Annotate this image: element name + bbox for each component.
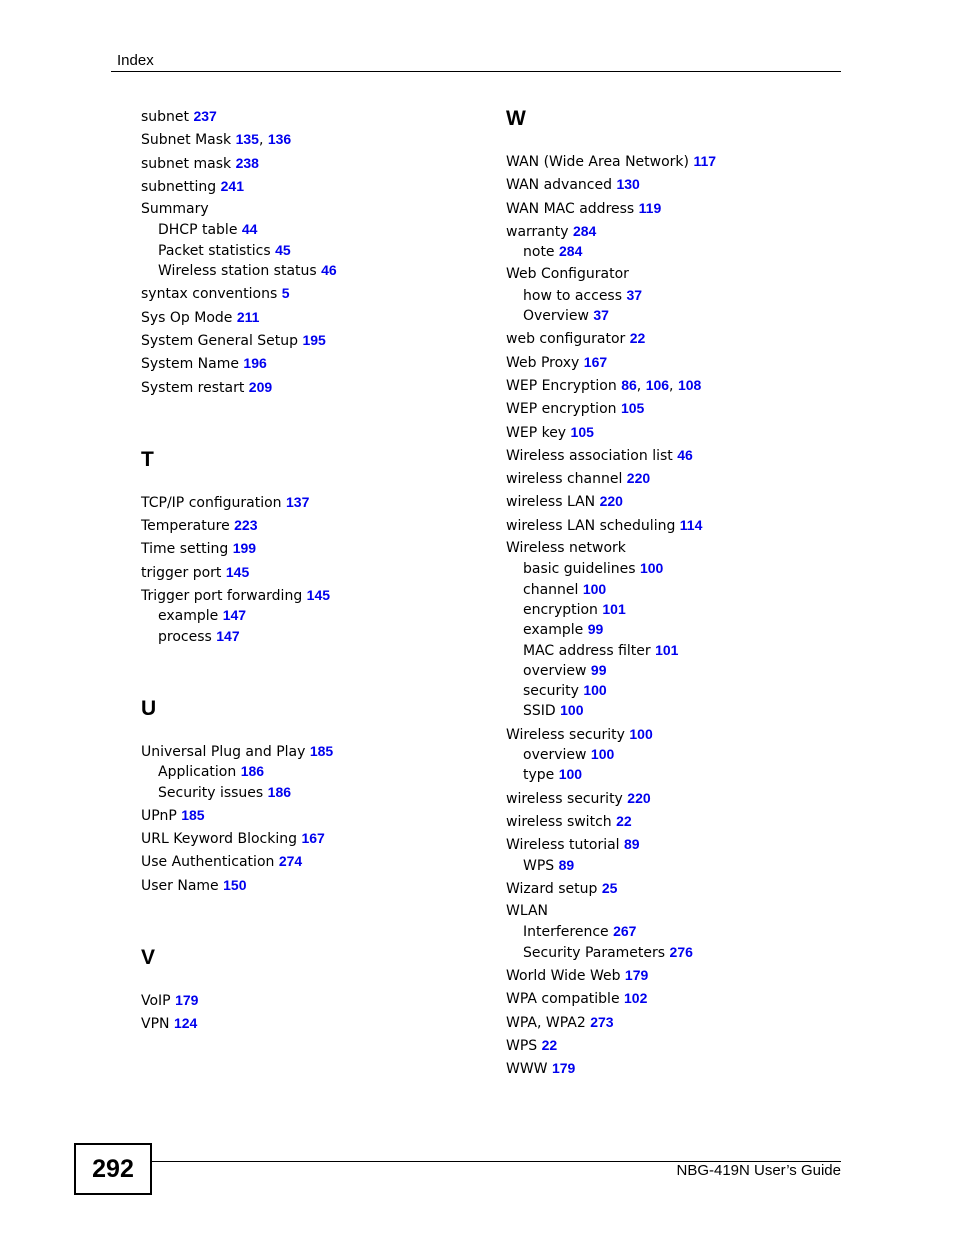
index-entry <box>506 724 846 785</box>
index-term-line <box>141 307 481 327</box>
page-link[interactable]: 46 <box>321 262 337 279</box>
index-column-right <box>506 106 846 1081</box>
index-term: Wireless association list <box>506 447 673 464</box>
index-subentry <box>141 626 481 646</box>
page-link[interactable]: 114 <box>679 516 703 533</box>
index-entry <box>141 538 481 558</box>
index-entry <box>141 1013 481 1033</box>
index-term: wireless LAN <box>506 494 596 511</box>
index-subentry <box>506 942 846 962</box>
index-term: WPA compatible <box>506 991 620 1008</box>
page-link[interactable]: 179 <box>551 1060 576 1077</box>
page-link[interactable]: 135 <box>235 131 259 148</box>
page-link[interactable]: 186 <box>267 783 292 800</box>
page-link[interactable]: 199 <box>232 540 257 557</box>
index-term: WLAN <box>506 903 549 920</box>
page-link[interactable]: 100 <box>582 580 607 597</box>
index-subentry <box>506 285 846 305</box>
index-term-line <box>141 330 481 350</box>
page-link[interactable]: 25 <box>601 879 618 896</box>
index-term-line <box>506 724 846 744</box>
index-entry <box>141 330 481 350</box>
index-entry <box>141 585 481 646</box>
index-term-line: WEP Encryption 86, 106, 108 <box>506 376 702 394</box>
index-subentry <box>141 260 481 280</box>
page-link[interactable]: 238 <box>235 154 259 171</box>
index-entry <box>506 422 846 442</box>
page-link[interactable]: 284 <box>559 243 583 260</box>
index-term-line <box>506 1058 846 1078</box>
index-term: VoIP <box>141 993 171 1010</box>
index-term-line <box>506 398 846 418</box>
index-term: WWW <box>506 1061 548 1078</box>
index-term: subnetting <box>141 178 217 195</box>
index-term-line <box>506 1012 846 1032</box>
index-subentry <box>506 921 846 941</box>
index-entry <box>141 129 481 149</box>
index-subentry <box>506 764 846 784</box>
page-link[interactable]: 99 <box>587 621 604 638</box>
section-spacer <box>141 400 481 447</box>
index-term: WEP key <box>506 424 567 441</box>
index-entry <box>141 562 481 582</box>
page-link[interactable]: 106 <box>645 376 670 393</box>
page-number: 292 <box>74 1143 152 1195</box>
index-subentry <box>506 599 846 619</box>
index-subentry <box>506 640 846 660</box>
index-term: overview <box>523 662 587 679</box>
section-spacer <box>141 898 481 945</box>
page-link[interactable]: 5 <box>281 285 290 302</box>
page-link[interactable]: 100 <box>560 702 584 719</box>
index-subentry <box>141 240 481 260</box>
index-term: basic guidelines <box>523 561 636 578</box>
index-term: channel <box>523 581 579 598</box>
index-term-line <box>506 834 846 854</box>
index-term: WEP encryption <box>506 401 617 418</box>
page-link[interactable]: 101 <box>602 600 626 617</box>
index-term: Overview <box>523 308 589 325</box>
index-term: MAC address filter <box>523 642 651 659</box>
index-term: TCP/IP configuration <box>141 494 282 511</box>
index-term: VPN <box>141 1016 170 1033</box>
index-term-line <box>141 585 481 605</box>
index-term: example <box>523 622 584 639</box>
index-term: security <box>523 683 579 700</box>
index-term-line <box>141 828 481 848</box>
index-term: type <box>523 767 555 784</box>
index-term: process <box>158 628 212 645</box>
index-subentry <box>141 761 481 781</box>
page-link[interactable]: 209 <box>248 378 273 395</box>
page-link[interactable]: 130 <box>616 176 640 193</box>
index-entry <box>506 788 846 808</box>
page-link[interactable]: 137 <box>286 493 310 510</box>
guide-title: NBG-419N User’s Guide <box>676 1162 841 1179</box>
page-link[interactable]: 89 <box>624 836 640 853</box>
index-term: Summary <box>141 201 209 218</box>
index-term: warranty <box>506 223 569 240</box>
page-link[interactable]: 37 <box>593 307 609 324</box>
index-entry <box>506 221 846 262</box>
index-entry <box>141 990 481 1010</box>
index-entry <box>506 834 846 875</box>
index-term-line <box>141 875 481 895</box>
index-term: Wireless network <box>506 540 626 557</box>
page-link[interactable]: 145 <box>306 587 331 604</box>
index-term: System restart <box>141 379 245 396</box>
index-term: wireless switch <box>506 813 612 830</box>
page-link[interactable]: 100 <box>558 766 583 783</box>
index-term-line <box>141 1013 481 1033</box>
page-link[interactable]: 124 <box>173 1015 198 1032</box>
index-entry <box>506 352 846 372</box>
index-term-line <box>141 176 481 196</box>
index-entry <box>141 153 481 173</box>
page-link[interactable]: 274 <box>278 853 303 870</box>
index-term: Use Authentication <box>141 854 275 871</box>
index-term: Packet statistics <box>158 242 271 259</box>
index-term-line <box>141 851 481 871</box>
index-term-line <box>141 283 481 303</box>
index-subentry <box>506 579 846 599</box>
page-link[interactable]: 100 <box>590 746 615 763</box>
index-term-line <box>141 741 481 761</box>
index-entry <box>506 1035 846 1055</box>
index-entry <box>506 151 846 171</box>
index-term-line <box>141 106 481 126</box>
index-entry <box>141 851 481 871</box>
index-term: Web Configurator <box>506 266 629 283</box>
header-title: Index <box>117 52 154 69</box>
index-term: Wireless station status <box>158 263 317 280</box>
index-term: example <box>158 608 219 625</box>
index-term: wireless security <box>506 790 623 807</box>
index-term: Security Parameters <box>523 944 666 961</box>
index-subentry <box>506 305 846 325</box>
page-link[interactable]: 237 <box>193 108 217 124</box>
page-link[interactable]: 105 <box>620 400 645 417</box>
index-term: Wireless security <box>506 726 625 743</box>
index-term-line <box>141 377 481 397</box>
index-entry <box>506 468 846 488</box>
index-entry <box>141 283 481 303</box>
index-term-line <box>141 538 481 558</box>
index-term-line <box>506 221 846 241</box>
page-link[interactable]: 179 <box>624 966 649 983</box>
page-link[interactable]: 284 <box>572 222 597 239</box>
index-term: WAN MAC address <box>506 200 635 217</box>
page-link[interactable]: 150 <box>223 876 247 893</box>
page-link[interactable]: 117 <box>693 153 717 169</box>
index-section <box>141 106 481 397</box>
index-term: WEP Encryption <box>506 377 617 394</box>
index-term: Subnet Mask <box>141 132 232 149</box>
index-term-line <box>141 515 481 535</box>
index-entry <box>506 811 846 831</box>
section-spacer <box>141 649 481 696</box>
index-entry <box>141 353 481 373</box>
index-section <box>506 106 846 1078</box>
page-link[interactable]: 22 <box>616 812 632 829</box>
index-term: Trigger port forwarding <box>141 588 303 605</box>
index-term-line <box>506 422 846 442</box>
index-term-line <box>506 515 846 535</box>
page-link[interactable]: 99 <box>590 661 607 678</box>
index-section <box>141 898 481 1034</box>
index-term-line <box>506 491 846 511</box>
index-term-line <box>506 878 846 898</box>
section-letter: V <box>141 946 156 970</box>
index-term: Sys Op Mode <box>141 309 233 326</box>
index-term-line <box>506 788 846 808</box>
page-link[interactable]: 220 <box>599 493 623 510</box>
index-term-line <box>141 990 481 1010</box>
page-link[interactable]: 273 <box>590 1013 614 1030</box>
index-subentry <box>506 744 846 764</box>
page-link[interactable]: 100 <box>639 560 664 577</box>
index-term-line <box>141 153 481 173</box>
index-section <box>141 649 481 895</box>
index-term-line <box>506 988 846 1008</box>
index-term: encryption <box>523 601 598 618</box>
index-subentry <box>506 680 846 700</box>
page-link[interactable]: 37 <box>626 286 643 303</box>
index-term: syntax conventions <box>141 286 278 303</box>
index-term-line <box>506 901 846 921</box>
index-term: trigger port <box>141 564 222 581</box>
index-term-line <box>506 151 846 171</box>
index-subentry <box>141 782 481 802</box>
index-term: Interference <box>523 924 609 941</box>
index-term: DHCP table <box>158 222 238 239</box>
index-term: Web Proxy <box>506 354 580 371</box>
page-link[interactable]: 167 <box>301 830 325 847</box>
index-term: WAN (Wide Area Network) <box>506 154 689 170</box>
index-term: URL Keyword Blocking <box>141 831 297 848</box>
index-term: System Name <box>141 356 239 373</box>
index-section <box>141 400 481 646</box>
index-entry <box>141 106 481 126</box>
page-link[interactable]: 223 <box>234 517 258 534</box>
page-link[interactable]: 267 <box>613 923 637 940</box>
index-term: WPS <box>523 857 555 874</box>
index-entry <box>506 901 846 962</box>
index-term-line: Subnet Mask 135, 136 <box>141 131 292 149</box>
index-entry <box>506 878 846 898</box>
index-entry <box>506 264 846 325</box>
index-term-line <box>141 562 481 582</box>
index-subentry <box>506 241 846 261</box>
index-entry <box>141 492 481 512</box>
index-entry <box>506 491 846 511</box>
index-term: subnet <box>141 109 190 125</box>
index-term: overview <box>523 747 587 764</box>
index-entry <box>506 1012 846 1032</box>
page-link[interactable]: 22 <box>629 330 646 347</box>
page-link[interactable]: 211 <box>236 308 260 325</box>
index-term-line <box>506 328 846 348</box>
index-term-line <box>506 264 846 284</box>
index-entry <box>506 328 846 348</box>
index-entry <box>506 965 846 985</box>
page-link[interactable]: 46 <box>677 446 693 463</box>
index-entry <box>506 515 846 535</box>
index-entry <box>506 445 846 465</box>
index-term: WAN advanced <box>506 177 612 194</box>
index-subentry <box>141 219 481 239</box>
index-term-line <box>506 174 846 194</box>
page-link[interactable]: 108 <box>677 376 702 393</box>
page-link[interactable]: 185 <box>309 742 334 759</box>
index-entry <box>506 988 846 1008</box>
index-term: how to access <box>523 287 623 304</box>
index-term-line <box>506 468 846 488</box>
index-entry <box>141 176 481 196</box>
index-term: UPnP <box>141 807 177 824</box>
index-term: User Name <box>141 877 219 894</box>
page-link[interactable]: 220 <box>626 470 651 487</box>
page-link[interactable]: 22 <box>541 1036 558 1053</box>
index-subentry <box>506 619 846 639</box>
section-letter: W <box>506 107 526 130</box>
index-term: Application <box>158 764 237 781</box>
page-link[interactable]: 276 <box>669 943 693 960</box>
index-term: Wireless tutorial <box>506 837 620 854</box>
index-term: web configurator <box>506 331 626 348</box>
index-term-line <box>506 538 846 558</box>
index-entry <box>506 398 846 418</box>
index-entry <box>141 515 481 535</box>
index-term: World Wide Web <box>506 967 621 984</box>
index-term: subnet mask <box>141 155 232 172</box>
page-link[interactable]: 100 <box>583 682 607 699</box>
page-link[interactable]: 102 <box>624 990 648 1007</box>
page-link[interactable]: 147 <box>222 607 247 624</box>
page-link[interactable]: 147 <box>216 627 240 644</box>
header-divider <box>111 71 841 72</box>
index-term: Time setting <box>141 541 229 558</box>
index-entry <box>506 1058 846 1078</box>
page-link[interactable]: 185 <box>181 806 205 823</box>
page-link[interactable]: 241 <box>220 177 244 194</box>
index-entry <box>506 198 846 218</box>
page-link[interactable]: 44 <box>241 221 258 238</box>
index-subentry <box>506 855 846 875</box>
page-link[interactable]: 179 <box>175 992 199 1009</box>
section-letter: T <box>141 447 154 471</box>
index-entry <box>506 375 846 395</box>
page-link[interactable]: 101 <box>655 641 679 658</box>
page-link[interactable]: 89 <box>558 856 575 873</box>
index-entry <box>141 199 481 280</box>
index-entry <box>141 741 481 802</box>
page-link[interactable]: 145 <box>225 563 250 580</box>
index-term: SSID <box>523 703 556 720</box>
index-term: note <box>523 244 555 261</box>
index-term: System General Setup <box>141 332 299 349</box>
page-link[interactable]: 100 <box>629 725 653 742</box>
index-entry <box>506 174 846 194</box>
index-term: wireless LAN scheduling <box>506 517 676 534</box>
page-link[interactable]: 195 <box>302 331 326 348</box>
index-term-line <box>506 445 846 465</box>
index-term-line <box>506 1035 846 1055</box>
page-link[interactable]: 105 <box>570 423 594 440</box>
index-subentry <box>506 558 846 578</box>
index-term-line <box>141 492 481 512</box>
index-column-left <box>141 106 481 1037</box>
index-term: Universal Plug and Play <box>141 743 306 760</box>
index-term-line <box>141 199 481 219</box>
index-entry <box>141 805 481 825</box>
index-term-line <box>506 352 846 372</box>
index-term: WPA, WPA2 <box>506 1014 586 1031</box>
index-entry <box>141 875 481 895</box>
index-subentry <box>141 605 481 625</box>
index-term-line <box>506 965 846 985</box>
index-term-line <box>141 805 481 825</box>
page-link[interactable]: 196 <box>243 355 267 372</box>
index-term-line <box>506 198 846 218</box>
page-link[interactable]: 86 <box>621 376 637 393</box>
index-term-line <box>506 811 846 831</box>
page-link[interactable]: 136 <box>267 131 292 148</box>
index-term: Temperature <box>141 518 230 535</box>
index-term: WPS <box>506 1037 538 1054</box>
index-term: Security issues <box>158 784 264 801</box>
index-entry <box>141 828 481 848</box>
index-subentry <box>506 660 846 680</box>
section-letter: U <box>141 696 157 720</box>
page-link[interactable]: 186 <box>240 763 265 780</box>
page-link[interactable]: 220 <box>627 789 651 806</box>
index-term: wireless channel <box>506 471 623 488</box>
index-entry <box>141 377 481 397</box>
page-link[interactable]: 119 <box>638 199 662 216</box>
index-entry <box>506 538 846 721</box>
index-term-line <box>141 353 481 373</box>
index-entry <box>141 307 481 327</box>
page-link[interactable]: 45 <box>275 241 291 258</box>
page-link[interactable]: 167 <box>583 353 608 370</box>
index-subentry <box>506 700 846 720</box>
index-term: Wizard setup <box>506 880 598 897</box>
